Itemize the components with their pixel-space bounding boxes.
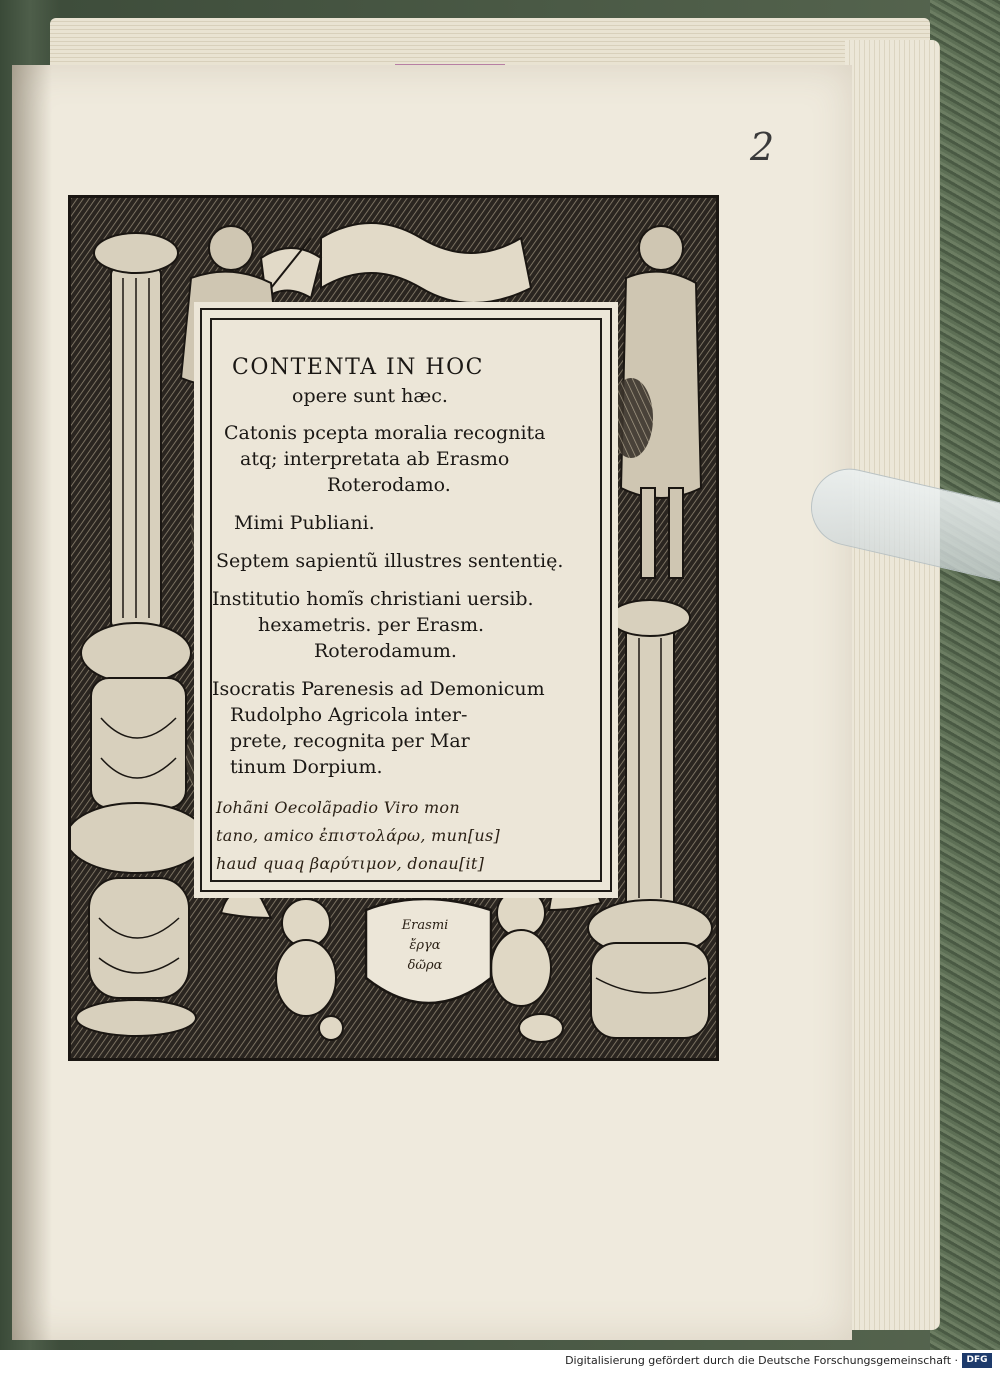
shield-inscription (370, 916, 480, 996)
page-stack-right (845, 40, 940, 1330)
title-text-panel (200, 308, 612, 892)
funding-credit: Digitalisierung gefördert durch die Deutsche Forschungsgemeinschaft · (565, 1354, 958, 1367)
title-line-2: opere sunt hæc. (292, 385, 448, 407)
handwritten-line-3: haud quaq βαρύτιμον, donau[it] (216, 854, 485, 873)
content-line-4: Mimi Publiani. (234, 512, 375, 534)
shield-line-3: δῶρα (407, 958, 443, 973)
dfg-logo-icon: DFG (962, 1353, 992, 1368)
footer-bar (0, 1350, 1000, 1373)
title-line-1: CONTENTA IN HOC (232, 355, 484, 380)
content-line-11: prete, recognita per Mar (230, 730, 470, 752)
handwritten-line-2: tano, amico ἐπιστολάρω, mun[us] (216, 826, 501, 845)
content-line-5: Septem sapientũ illustres sententię. (216, 550, 564, 572)
folio-number: 2 (750, 125, 775, 169)
shield-line-2: ἔργα (409, 938, 441, 953)
content-line-1: Catonis pcepta moralia recognita (224, 422, 546, 444)
content-line-9: Isocratis Parenesis ad Demonicum (212, 678, 545, 700)
book-cover-edge (930, 0, 1000, 1350)
shield-line-1: Erasmi (401, 918, 449, 933)
content-line-7: hexametris. per Erasm. (258, 614, 485, 636)
content-line-3: Roterodamo. (327, 474, 451, 496)
content-line-6: Institutio homĩs christiani uersib. (212, 588, 534, 610)
gutter-shadow (12, 65, 52, 1340)
content-line-8: Roterodamum. (314, 640, 457, 662)
content-line-12: tinum Dorpium. (230, 756, 383, 778)
content-line-10: Rudolpho Agricola inter- (230, 704, 468, 726)
handwritten-line-1: Iohãni Oecolãpadio Viro mon (216, 798, 460, 817)
content-line-2: atq; interpretata ab Erasmo (240, 448, 510, 470)
